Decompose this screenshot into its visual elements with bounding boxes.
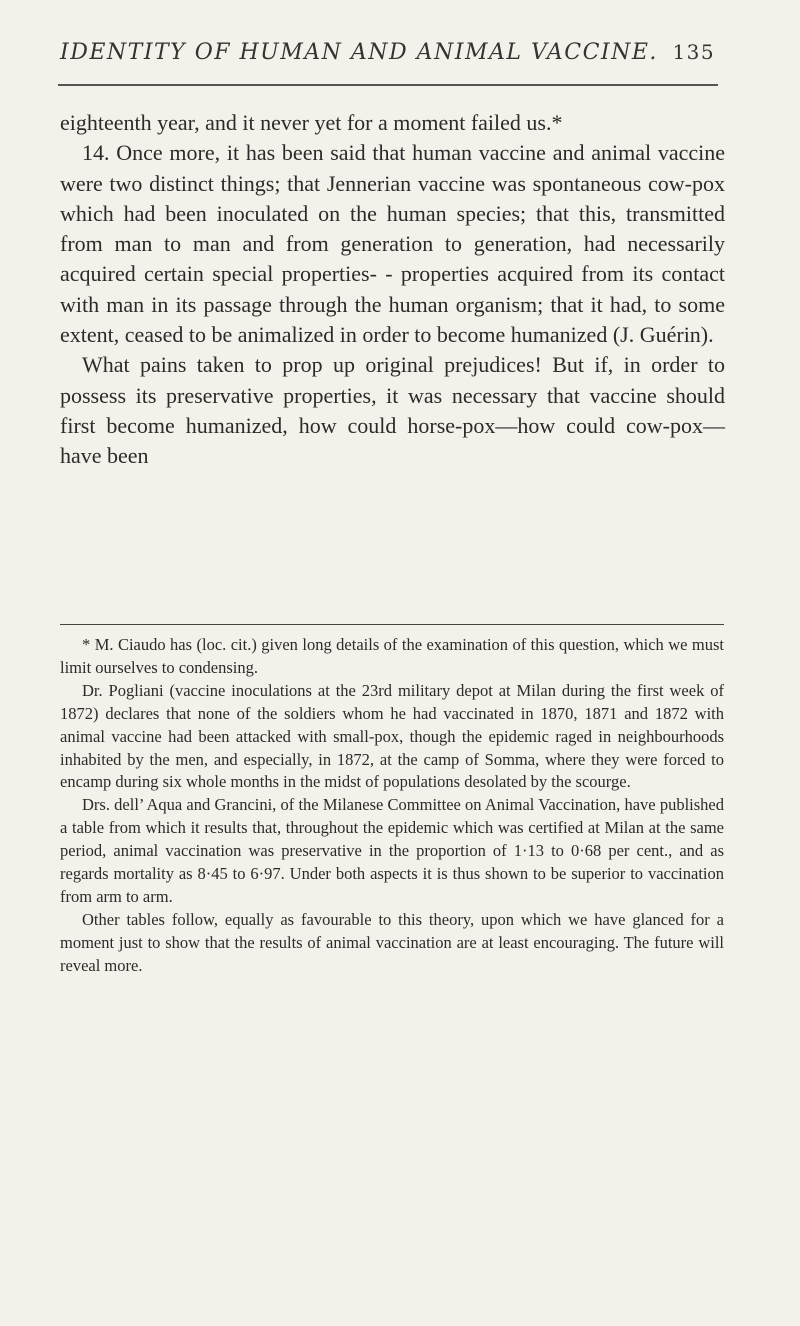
page-number: 135 xyxy=(672,40,716,64)
main-text xyxy=(60,108,725,472)
header-rule xyxy=(58,84,718,86)
footnote-rule xyxy=(60,624,724,625)
running-title: IDENTITY OF HUMAN AND ANIMAL VACCINE. xyxy=(60,40,658,65)
footnote-other-tables: Other tables follow, equally as favourable to this theory, upon which we have glanced for a moment just to show that the results of animal vaccination are at least encouraging. The future will reveal more. xyxy=(60,909,724,975)
paragraph-continued: eighteenth year, and it never yet for a moment failed us.* xyxy=(60,110,563,135)
paragraph-pains: What pains taken to prop up original prejudices! But if, in order to possess its preservative properties, it was necessary that vaccine should first become humanized, how could horse-pox—how could cow-pox—have been xyxy=(60,352,725,469)
footnote-aqua-grancini: Drs. dell’ Aqua and Grancini, of the Milanese Committee on Animal Vaccination, have published a table from which it results that, throughout the epidemic which was certified at Milan at the same period, animal vaccination was preservative in the proportion of 1·13 to 0·68 per cent., and as regards mortality as 8·45 to 6·97. Under both aspects it is thus shown to be superior to vaccination from arm to arm. xyxy=(60,795,724,906)
footnote-ciaudo: * M. Ciaudo has (loc. cit.) given long details of the examination of this question, which we must limit ourselves to condensing. xyxy=(60,635,724,677)
footnotes xyxy=(60,634,724,978)
paragraph-14: 14. Once more, it has been said that human vaccine and animal vaccine were two distinct things; that Jennerian vaccine was spontaneous cow-pox which had been inoculated on the human species; that this, transmitted from man to man and from generation to generation, had necessarily acquired certain special properties- - properties acquired from its contact with man in its passage through the human organism; that it had, to some extent, ceased to be animalized in order to become humanized (J. Guérin). xyxy=(60,140,725,348)
footnote-pogliani: Dr. Pogliani (vaccine inoculations at the 23rd military depot at Milan during the first week of 1872) declares that none of the soldiers whom he had vaccinated in 1870, 1871 and 1872 with animal vaccine had been attacked with small-pox, though the epidemic raged in neighbourhoods inhabited by the men, and especially, in 1872, at the camp of Somma, where they were forced to encamp during six whole months in the midst of populations desolated by the scourge. xyxy=(60,680,724,792)
running-header xyxy=(60,40,740,65)
